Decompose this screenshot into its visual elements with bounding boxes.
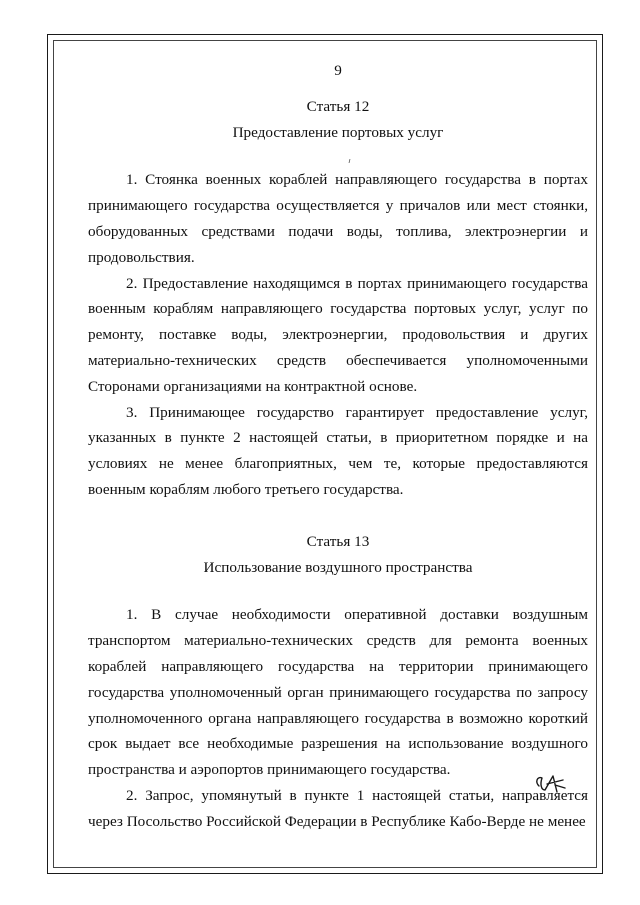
article-heading: Использование воздушного пространства [203, 558, 473, 576]
initials-signature [533, 770, 567, 796]
paragraph: 3. Принимающее государство гарантирует предоставление услуг, указанных в пункте 2 настоящей статьи, в приоритетном порядке и на условиях не менее благоприятных, чем те, которые предоставляются военным кораблям любого третьего государства. [88, 403, 588, 498]
paragraph: 1. В случае необходимости оперативной доставки воздушным транспортом материально-технических средств для ремонта военных кораблей направляющего государства на территории принимающего государства уполномоченный орган принимающего государства по запросу уполномоченного органа направляющего государства в возможно короткий срок выдает все необходимые разрешения на использование воздушного пространства и аэропортов принимающего государства. [88, 606, 588, 779]
article-heading: Предоставление портовых услуг [232, 123, 444, 141]
paragraph: 1. Стоянка военных кораблей направляющего государства в портах принимающего государства осуществляется у причалов или мест стоянки, оборудованных средствами подачи воды, топлива, электроэнергии и продовольствия. [88, 171, 588, 266]
paragraph: 2. Запрос, упомянутый в пункте 1 настоящей статьи, направляется через Посольство Российской Федерации в Республике Кабо-Верде не менее [88, 786, 588, 830]
document-body [88, 58, 588, 835]
page-number: 9 [334, 62, 342, 79]
article-number: Статья 12 [306, 97, 370, 115]
article-12 [88, 94, 588, 503]
article-13 [88, 529, 588, 835]
article-number: Статья 13 [306, 532, 370, 550]
paragraph: 2. Предоставление находящимся в портах принимающего государства военным кораблям направляющего государства портовых услуг, услуг по ремонту, поставке воды, электроэнергии, продовольствия и других материально-технических средств обеспечивается уполномоченными Сторонами организациями на контрактной основе. [88, 274, 588, 395]
